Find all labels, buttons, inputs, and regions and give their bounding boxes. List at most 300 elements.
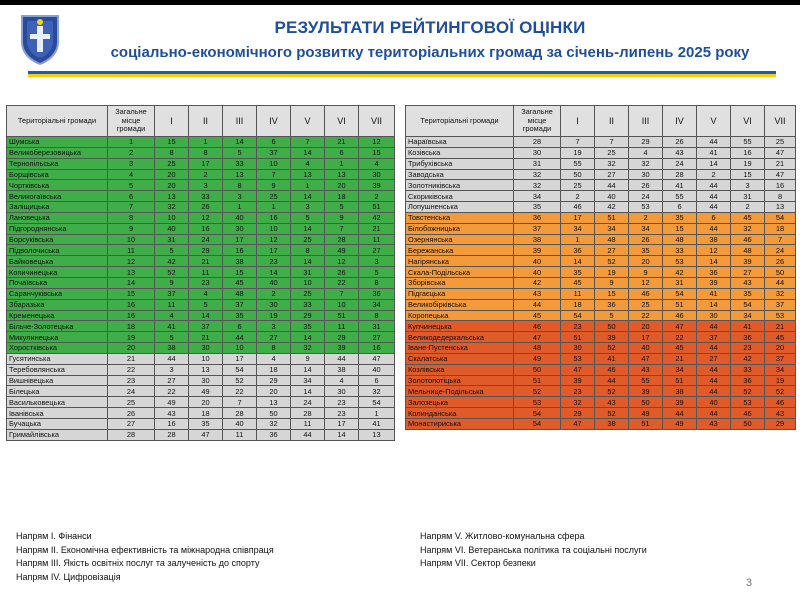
- direction-rank: 19: [731, 158, 765, 169]
- column-header: IV: [663, 106, 697, 137]
- direction-rank: 15: [731, 169, 765, 180]
- direction-rank: 11: [359, 234, 395, 245]
- direction-rank: 52: [595, 256, 629, 267]
- direction-rank: 5: [291, 212, 325, 223]
- direction-rank: 46: [731, 408, 765, 419]
- direction-rank: 41: [663, 180, 697, 191]
- direction-rank: 7: [325, 288, 359, 299]
- direction-rank: 46: [595, 364, 629, 375]
- direction-rank: 14: [291, 223, 325, 234]
- table-row: [406, 223, 796, 234]
- overall-rank: 52: [514, 386, 561, 397]
- community-name: Лопушненська: [406, 202, 514, 213]
- direction-rank: 16: [257, 212, 291, 223]
- community-name: Байковецька: [7, 256, 108, 267]
- direction-rank: 36: [257, 429, 291, 440]
- direction-rank: 19: [257, 310, 291, 321]
- direction-rank: 22: [629, 310, 663, 321]
- direction-rank: 54: [223, 364, 257, 375]
- table-row: [7, 256, 395, 267]
- direction-rank: 21: [765, 321, 796, 332]
- table-row: [406, 191, 796, 202]
- direction-rank: 27: [155, 375, 189, 386]
- direction-rank: 6: [359, 375, 395, 386]
- direction-rank: 8: [359, 277, 395, 288]
- direction-rank: 17: [189, 158, 223, 169]
- direction-rank: 4: [291, 158, 325, 169]
- direction-rank: 36: [731, 375, 765, 386]
- rating-table-right: [405, 105, 796, 430]
- direction-rank: 15: [663, 223, 697, 234]
- table-row: [7, 429, 395, 440]
- community-name: Золотопотіцька: [406, 375, 514, 386]
- community-name: Підволочиська: [7, 245, 108, 256]
- direction-rank: 11: [223, 429, 257, 440]
- direction-rank: 48: [731, 245, 765, 256]
- community-name: Залозецька: [406, 397, 514, 408]
- direction-rank: 46: [731, 234, 765, 245]
- direction-rank: 8: [155, 147, 189, 158]
- direction-rank: 44: [697, 137, 731, 148]
- direction-rank: 50: [629, 397, 663, 408]
- overall-rank: 21: [108, 353, 155, 364]
- direction-rank: 50: [561, 169, 595, 180]
- direction-rank: 47: [561, 364, 595, 375]
- community-name: Озернянська: [406, 234, 514, 245]
- direction-rank: 33: [663, 245, 697, 256]
- direction-rank: 20: [629, 321, 663, 332]
- direction-rank: 21: [189, 256, 223, 267]
- direction-rank: 4: [325, 375, 359, 386]
- direction-rank: 45: [561, 277, 595, 288]
- direction-rank: 10: [291, 277, 325, 288]
- direction-rank: 48: [223, 288, 257, 299]
- direction-rank: 25: [257, 191, 291, 202]
- direction-rank: 1: [359, 408, 395, 419]
- direction-rank: 44: [697, 375, 731, 386]
- direction-rank: 40: [629, 343, 663, 354]
- overall-rank: 36: [514, 212, 561, 223]
- overall-rank: 5: [108, 180, 155, 191]
- direction-rank: 52: [731, 386, 765, 397]
- direction-rank: 1: [223, 202, 257, 213]
- legend-item: Напрям ІІІ. Якість освітніх послуг та залученість до спорту: [16, 558, 260, 568]
- table-row: [406, 332, 796, 343]
- community-name: Більче-Золотецька: [7, 321, 108, 332]
- direction-rank: 10: [223, 343, 257, 354]
- community-name: Білобожницька: [406, 223, 514, 234]
- table-row: [406, 299, 796, 310]
- direction-rank: 18: [561, 299, 595, 310]
- overall-rank: 18: [108, 321, 155, 332]
- community-name: Великобірківська: [406, 299, 514, 310]
- direction-rank: 23: [561, 321, 595, 332]
- community-name: Тернопільська: [7, 158, 108, 169]
- community-name: Великодедеркальська: [406, 332, 514, 343]
- direction-rank: 22: [663, 332, 697, 343]
- direction-rank: 32: [359, 386, 395, 397]
- table-row: [406, 321, 796, 332]
- direction-rank: 40: [223, 418, 257, 429]
- community-name: Збаразька: [7, 299, 108, 310]
- direction-rank: 30: [257, 299, 291, 310]
- direction-rank: 23: [731, 343, 765, 354]
- direction-rank: 32: [629, 158, 663, 169]
- direction-rank: 55: [629, 375, 663, 386]
- overall-rank: 49: [514, 353, 561, 364]
- direction-rank: 37: [189, 321, 223, 332]
- table-row: [7, 137, 395, 148]
- overall-rank: 45: [514, 310, 561, 321]
- community-name: Підгаєцька: [406, 288, 514, 299]
- direction-rank: 21: [765, 158, 796, 169]
- table-row: [406, 408, 796, 419]
- direction-rank: 49: [325, 245, 359, 256]
- direction-rank: 20: [155, 180, 189, 191]
- community-name: Великогаївська: [7, 191, 108, 202]
- direction-rank: 51: [663, 299, 697, 310]
- column-header: VII: [359, 106, 395, 137]
- overall-rank: 46: [514, 321, 561, 332]
- table-row: [406, 364, 796, 375]
- column-header: VII: [765, 106, 796, 137]
- direction-rank: 32: [765, 288, 796, 299]
- direction-rank: 49: [663, 418, 697, 429]
- direction-rank: 32: [257, 418, 291, 429]
- direction-rank: 11: [291, 418, 325, 429]
- direction-rank: 39: [359, 180, 395, 191]
- legend-left: [16, 530, 274, 584]
- direction-rank: 7: [595, 137, 629, 148]
- direction-rank: 7: [223, 397, 257, 408]
- direction-rank: 20: [325, 180, 359, 191]
- direction-rank: 33: [223, 158, 257, 169]
- direction-rank: 6: [663, 202, 697, 213]
- direction-rank: 12: [257, 234, 291, 245]
- direction-rank: 6: [325, 147, 359, 158]
- direction-rank: 40: [155, 223, 189, 234]
- direction-rank: 2: [359, 191, 395, 202]
- direction-rank: 43: [697, 418, 731, 429]
- table-row: [406, 147, 796, 158]
- direction-rank: 30: [189, 343, 223, 354]
- direction-rank: 29: [291, 310, 325, 321]
- direction-rank: 16: [223, 245, 257, 256]
- direction-rank: 47: [561, 418, 595, 429]
- direction-rank: 22: [325, 277, 359, 288]
- overall-rank: 12: [108, 256, 155, 267]
- community-name: Борсуківська: [7, 234, 108, 245]
- community-name: Чортківська: [7, 180, 108, 191]
- column-header: Територіальні громади: [406, 106, 514, 137]
- overall-rank: 40: [514, 267, 561, 278]
- direction-rank: 45: [223, 277, 257, 288]
- direction-rank: 40: [223, 212, 257, 223]
- direction-rank: 39: [697, 277, 731, 288]
- table-row: [7, 169, 395, 180]
- direction-rank: 45: [731, 212, 765, 223]
- direction-rank: 31: [731, 191, 765, 202]
- overall-rank: 35: [514, 202, 561, 213]
- direction-rank: 44: [595, 375, 629, 386]
- direction-rank: 54: [561, 310, 595, 321]
- table-row: [406, 158, 796, 169]
- overall-rank: 32: [514, 169, 561, 180]
- direction-rank: 39: [629, 386, 663, 397]
- direction-rank: 20: [629, 256, 663, 267]
- table-row: [406, 234, 796, 245]
- overall-rank: 13: [108, 267, 155, 278]
- direction-rank: 23: [325, 397, 359, 408]
- direction-rank: 17: [257, 245, 291, 256]
- table-row: [7, 343, 395, 354]
- direction-rank: 3: [291, 202, 325, 213]
- direction-rank: 8: [257, 343, 291, 354]
- direction-rank: 44: [765, 277, 796, 288]
- direction-rank: 1: [561, 234, 595, 245]
- direction-rank: 35: [663, 212, 697, 223]
- community-name: Микулинецька: [7, 332, 108, 343]
- direction-rank: 21: [189, 332, 223, 343]
- direction-rank: 2: [257, 288, 291, 299]
- direction-rank: 34: [561, 223, 595, 234]
- direction-rank: 26: [629, 180, 663, 191]
- overall-rank: 27: [108, 418, 155, 429]
- direction-rank: 1: [325, 158, 359, 169]
- community-name: Васильковецька: [7, 397, 108, 408]
- direction-rank: 54: [663, 288, 697, 299]
- direction-rank: 27: [697, 353, 731, 364]
- direction-rank: 44: [697, 386, 731, 397]
- overall-rank: 3: [108, 158, 155, 169]
- direction-rank: 14: [697, 158, 731, 169]
- direction-rank: 27: [595, 169, 629, 180]
- direction-rank: 35: [629, 245, 663, 256]
- direction-rank: 10: [325, 299, 359, 310]
- table-row: [7, 288, 395, 299]
- direction-rank: 13: [189, 364, 223, 375]
- community-name: Товстенська: [406, 212, 514, 223]
- direction-rank: 25: [561, 180, 595, 191]
- community-name: Теребовлянська: [7, 364, 108, 375]
- direction-rank: 23: [561, 386, 595, 397]
- direction-rank: 39: [561, 375, 595, 386]
- direction-rank: 8: [359, 310, 395, 321]
- direction-rank: 26: [325, 267, 359, 278]
- direction-rank: 53: [629, 202, 663, 213]
- direction-rank: 30: [697, 310, 731, 321]
- direction-rank: 52: [223, 375, 257, 386]
- direction-rank: 27: [731, 267, 765, 278]
- table-row: [406, 288, 796, 299]
- overall-rank: 28: [108, 429, 155, 440]
- direction-rank: 50: [257, 408, 291, 419]
- overall-rank: 43: [514, 288, 561, 299]
- direction-rank: 36: [595, 299, 629, 310]
- direction-rank: 48: [663, 234, 697, 245]
- direction-rank: 5: [359, 267, 395, 278]
- direction-rank: 18: [325, 191, 359, 202]
- table-row: [7, 321, 395, 332]
- direction-rank: 38: [595, 418, 629, 429]
- direction-rank: 23: [189, 277, 223, 288]
- community-name: Великоберезовицька: [7, 147, 108, 158]
- direction-rank: 6: [697, 212, 731, 223]
- overall-rank: 48: [514, 343, 561, 354]
- direction-rank: 2: [629, 212, 663, 223]
- direction-rank: 22: [155, 386, 189, 397]
- flag-line: [28, 71, 776, 77]
- direction-rank: 30: [223, 223, 257, 234]
- legend-item: Напрям IV. Цифровізація: [16, 571, 121, 582]
- direction-rank: 3: [189, 180, 223, 191]
- community-name: Вишнівецька: [7, 375, 108, 386]
- direction-rank: 48: [595, 234, 629, 245]
- direction-rank: 13: [155, 191, 189, 202]
- direction-rank: 15: [595, 288, 629, 299]
- overall-rank: 25: [108, 397, 155, 408]
- direction-rank: 34: [359, 299, 395, 310]
- direction-rank: 34: [291, 375, 325, 386]
- overall-rank: 32: [514, 180, 561, 191]
- column-header: VI: [325, 106, 359, 137]
- table-row: [7, 408, 395, 419]
- direction-rank: 40: [595, 191, 629, 202]
- direction-rank: 20: [765, 343, 796, 354]
- direction-rank: 14: [223, 137, 257, 148]
- page-title: РЕЗУЛЬТАТИ РЕЙТИНГОВОЇ ОЦІНКИ: [274, 18, 586, 37]
- direction-rank: 5: [595, 310, 629, 321]
- column-header: V: [291, 106, 325, 137]
- direction-rank: 43: [595, 397, 629, 408]
- community-name: Козівська: [406, 147, 514, 158]
- community-name: Колинданська: [406, 408, 514, 419]
- rating-table-left: [6, 105, 395, 441]
- table-row: [406, 267, 796, 278]
- direction-rank: 26: [765, 256, 796, 267]
- direction-rank: 41: [731, 321, 765, 332]
- direction-rank: 13: [325, 169, 359, 180]
- direction-rank: 50: [595, 321, 629, 332]
- direction-rank: 5: [223, 147, 257, 158]
- direction-rank: 23: [257, 256, 291, 267]
- direction-rank: 28: [663, 169, 697, 180]
- overall-rank: 9: [108, 223, 155, 234]
- table-row: [7, 202, 395, 213]
- direction-rank: 1: [189, 137, 223, 148]
- direction-rank: 32: [731, 223, 765, 234]
- direction-rank: 34: [629, 223, 663, 234]
- direction-rank: 32: [291, 343, 325, 354]
- direction-rank: 53: [663, 256, 697, 267]
- direction-rank: 44: [697, 343, 731, 354]
- direction-rank: 21: [663, 353, 697, 364]
- direction-rank: 12: [629, 277, 663, 288]
- table-row: [406, 137, 796, 148]
- direction-rank: 38: [663, 386, 697, 397]
- direction-rank: 3: [155, 364, 189, 375]
- community-name: Нараївська: [406, 137, 514, 148]
- direction-rank: 32: [595, 158, 629, 169]
- column-header: Загальне місце громади: [514, 106, 561, 137]
- direction-rank: 32: [155, 202, 189, 213]
- column-header: IV: [257, 106, 291, 137]
- overall-rank: 10: [108, 234, 155, 245]
- direction-rank: 44: [697, 321, 731, 332]
- direction-rank: 30: [561, 343, 595, 354]
- direction-rank: 7: [291, 137, 325, 148]
- direction-rank: 34: [663, 364, 697, 375]
- direction-rank: 31: [291, 267, 325, 278]
- table-header-row: [406, 106, 796, 137]
- direction-rank: 3: [257, 321, 291, 332]
- overall-rank: 15: [108, 288, 155, 299]
- direction-rank: 8: [291, 245, 325, 256]
- direction-rank: 54: [359, 397, 395, 408]
- direction-rank: 35: [223, 310, 257, 321]
- table-row: [406, 310, 796, 321]
- direction-rank: 43: [155, 408, 189, 419]
- table-row: [7, 375, 395, 386]
- direction-rank: 30: [629, 169, 663, 180]
- page-subtitle: соціально-економічного розвитку територіальних громад за січень-липень 2025 року: [110, 44, 750, 61]
- direction-rank: 30: [325, 386, 359, 397]
- column-header: I: [155, 106, 189, 137]
- overall-rank: 30: [514, 147, 561, 158]
- direction-rank: 25: [629, 299, 663, 310]
- table-row: [7, 386, 395, 397]
- direction-rank: 47: [629, 353, 663, 364]
- direction-rank: 29: [189, 245, 223, 256]
- direction-rank: 49: [155, 397, 189, 408]
- direction-rank: 42: [359, 212, 395, 223]
- table-row: [406, 343, 796, 354]
- community-name: Скала-Подільська: [406, 267, 514, 278]
- direction-rank: 5: [189, 299, 223, 310]
- table-row: [406, 353, 796, 364]
- table-row: [7, 158, 395, 169]
- direction-rank: 1: [257, 202, 291, 213]
- direction-rank: 55: [663, 191, 697, 202]
- direction-rank: 33: [291, 299, 325, 310]
- table-row: [406, 386, 796, 397]
- overall-rank: 2: [108, 147, 155, 158]
- overall-rank: 23: [108, 375, 155, 386]
- column-header: III: [223, 106, 257, 137]
- direction-rank: 18: [189, 408, 223, 419]
- community-name: Гримайлівська: [7, 429, 108, 440]
- direction-rank: 1: [291, 180, 325, 191]
- direction-rank: 50: [765, 267, 796, 278]
- direction-rank: 34: [595, 223, 629, 234]
- direction-rank: 24: [189, 234, 223, 245]
- legend-item: Напрям ІІ. Економічна ефективність та міжнародна співпраця: [16, 544, 274, 555]
- table-row: [7, 147, 395, 158]
- direction-rank: 43: [765, 408, 796, 419]
- direction-rank: 2: [697, 169, 731, 180]
- direction-rank: 27: [595, 245, 629, 256]
- column-header: II: [189, 106, 223, 137]
- overall-rank: 1: [108, 137, 155, 148]
- direction-rank: 44: [697, 364, 731, 375]
- direction-rank: 13: [765, 202, 796, 213]
- legend-item: Напрям VI. Ветеранська політика та соціальні послуги: [420, 544, 647, 555]
- direction-rank: 35: [189, 418, 223, 429]
- direction-rank: 42: [155, 256, 189, 267]
- table-row: [7, 353, 395, 364]
- overall-rank: 24: [108, 386, 155, 397]
- direction-rank: 50: [731, 418, 765, 429]
